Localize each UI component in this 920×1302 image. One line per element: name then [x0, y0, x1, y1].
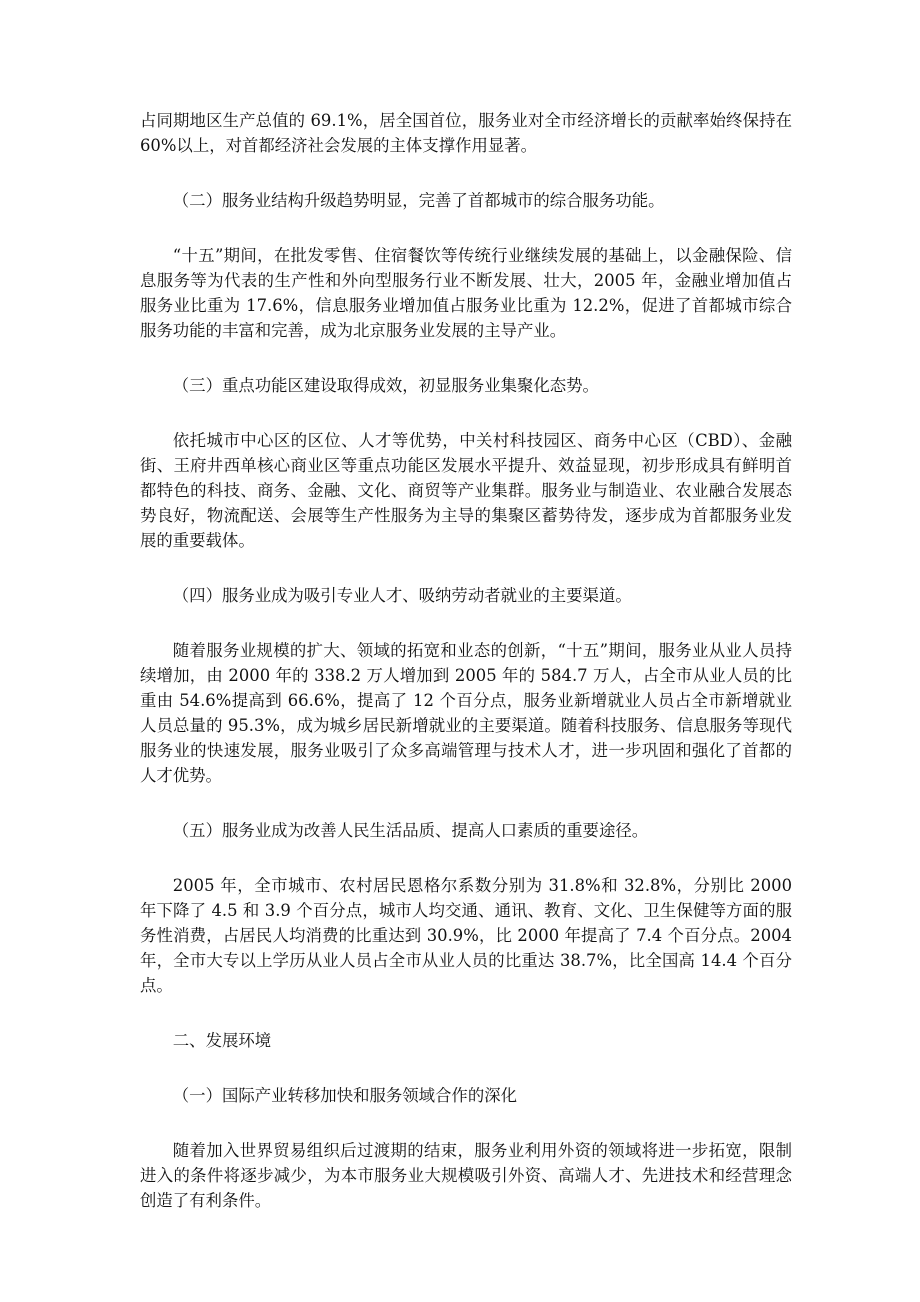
document-body	[140, 108, 792, 1213]
paragraph-wto: 随着加入世界贸易组织后过渡期的结束，服务业利用外资的领域将进一步拓宽，限制进入的条件将逐步减少，为本市服务业大规模吸引外资、高端人才、先进技术和经营理念创造了有利条件。	[140, 1141, 792, 1210]
subheading-env-1: （一）国际产业转移加快和服务领域合作的深化	[172, 1086, 517, 1105]
subheading-2: （二）服务业结构升级趋势明显，完善了首都城市的综合服务功能。	[172, 191, 665, 210]
section-heading-environment: 二、发展环境	[172, 1031, 272, 1050]
subheading-3: （三）重点功能区建设取得成效，初显服务业集聚化态势。	[172, 376, 599, 395]
paragraph-continuation: 占同期地区生产总值的 69.1%，居全国首位，服务业对全市经济增长的贡献率始终保持在 60%以上，对首都经济社会发展的主体支撑作用显著。	[140, 111, 792, 155]
subheading-4: （四）服务业成为吸引专业人才、吸纳劳动者就业的主要渠道。	[172, 586, 632, 605]
paragraph-structure-upgrade: “十五”期间，在批发零售、住宿餐饮等传统行业继续发展的基础上，以金融保险、信息服务等为代表的生产性和外向型服务行业不断发展、壮大，2005 年，金融业增加值占服务业比重为 17.6%，信息服务业增加值占服务业比重为 12.2%，促进了首都城市综合服务功能的丰富和完善，成为北京服务业发展的主导产业。	[140, 246, 792, 340]
subheading-5: （五）服务业成为改善人民生活品质、提高人口素质的重要途径。	[172, 821, 649, 840]
paragraph-functional-zones: 依托城市中心区的区位、人才等优势，中关村科技园区、商务中心区（CBD）、金融街、王府井西单核心商业区等重点功能区发展水平提升、效益显现，初步形成具有鲜明首都特色的科技、商务、金融、文化、商贸等产业集群。服务业与制造业、农业融合发展态势良好，物流配送、会展等生产性服务为主导的集聚区蓄势待发，逐步成为首都服务业发展的重要载体。	[140, 431, 792, 550]
paragraph-employment: 随着服务业规模的扩大、领域的拓宽和业态的创新，“十五”期间，服务业从业人员持续增加，由 2000 年的 338.2 万人增加到 2005 年的 584.7 万人，占全市从业人员的比重由 54.6%提高到 66.6%，提高了 12 个百分点，服务业新增就业人员占全市新增就业人员总量的 95.3%，成为城乡居民新增就业的主要渠道。随着科技服务、信息服务等现代服务业的快速发展，服务业吸引了众多高端管理与技术人才，进一步巩固和强化了首都的人才优势。	[140, 641, 792, 785]
paragraph-living-quality: 2005 年，全市城市、农村居民恩格尔系数分别为 31.8%和 32.8%，分别比 2000 年下降了 4.5 和 3.9 个百分点，城市人均交通、通讯、教育、文化、卫生保健等方面的服务性消费，占居民人均消费的比重达到 30.9%，比 2000 年提高了 7.4 个百分点。2004 年，全市大专以上学历从业人员占全市从业人员的比重达 38.7%，比全国高 14.4 个百分点。	[140, 876, 792, 995]
